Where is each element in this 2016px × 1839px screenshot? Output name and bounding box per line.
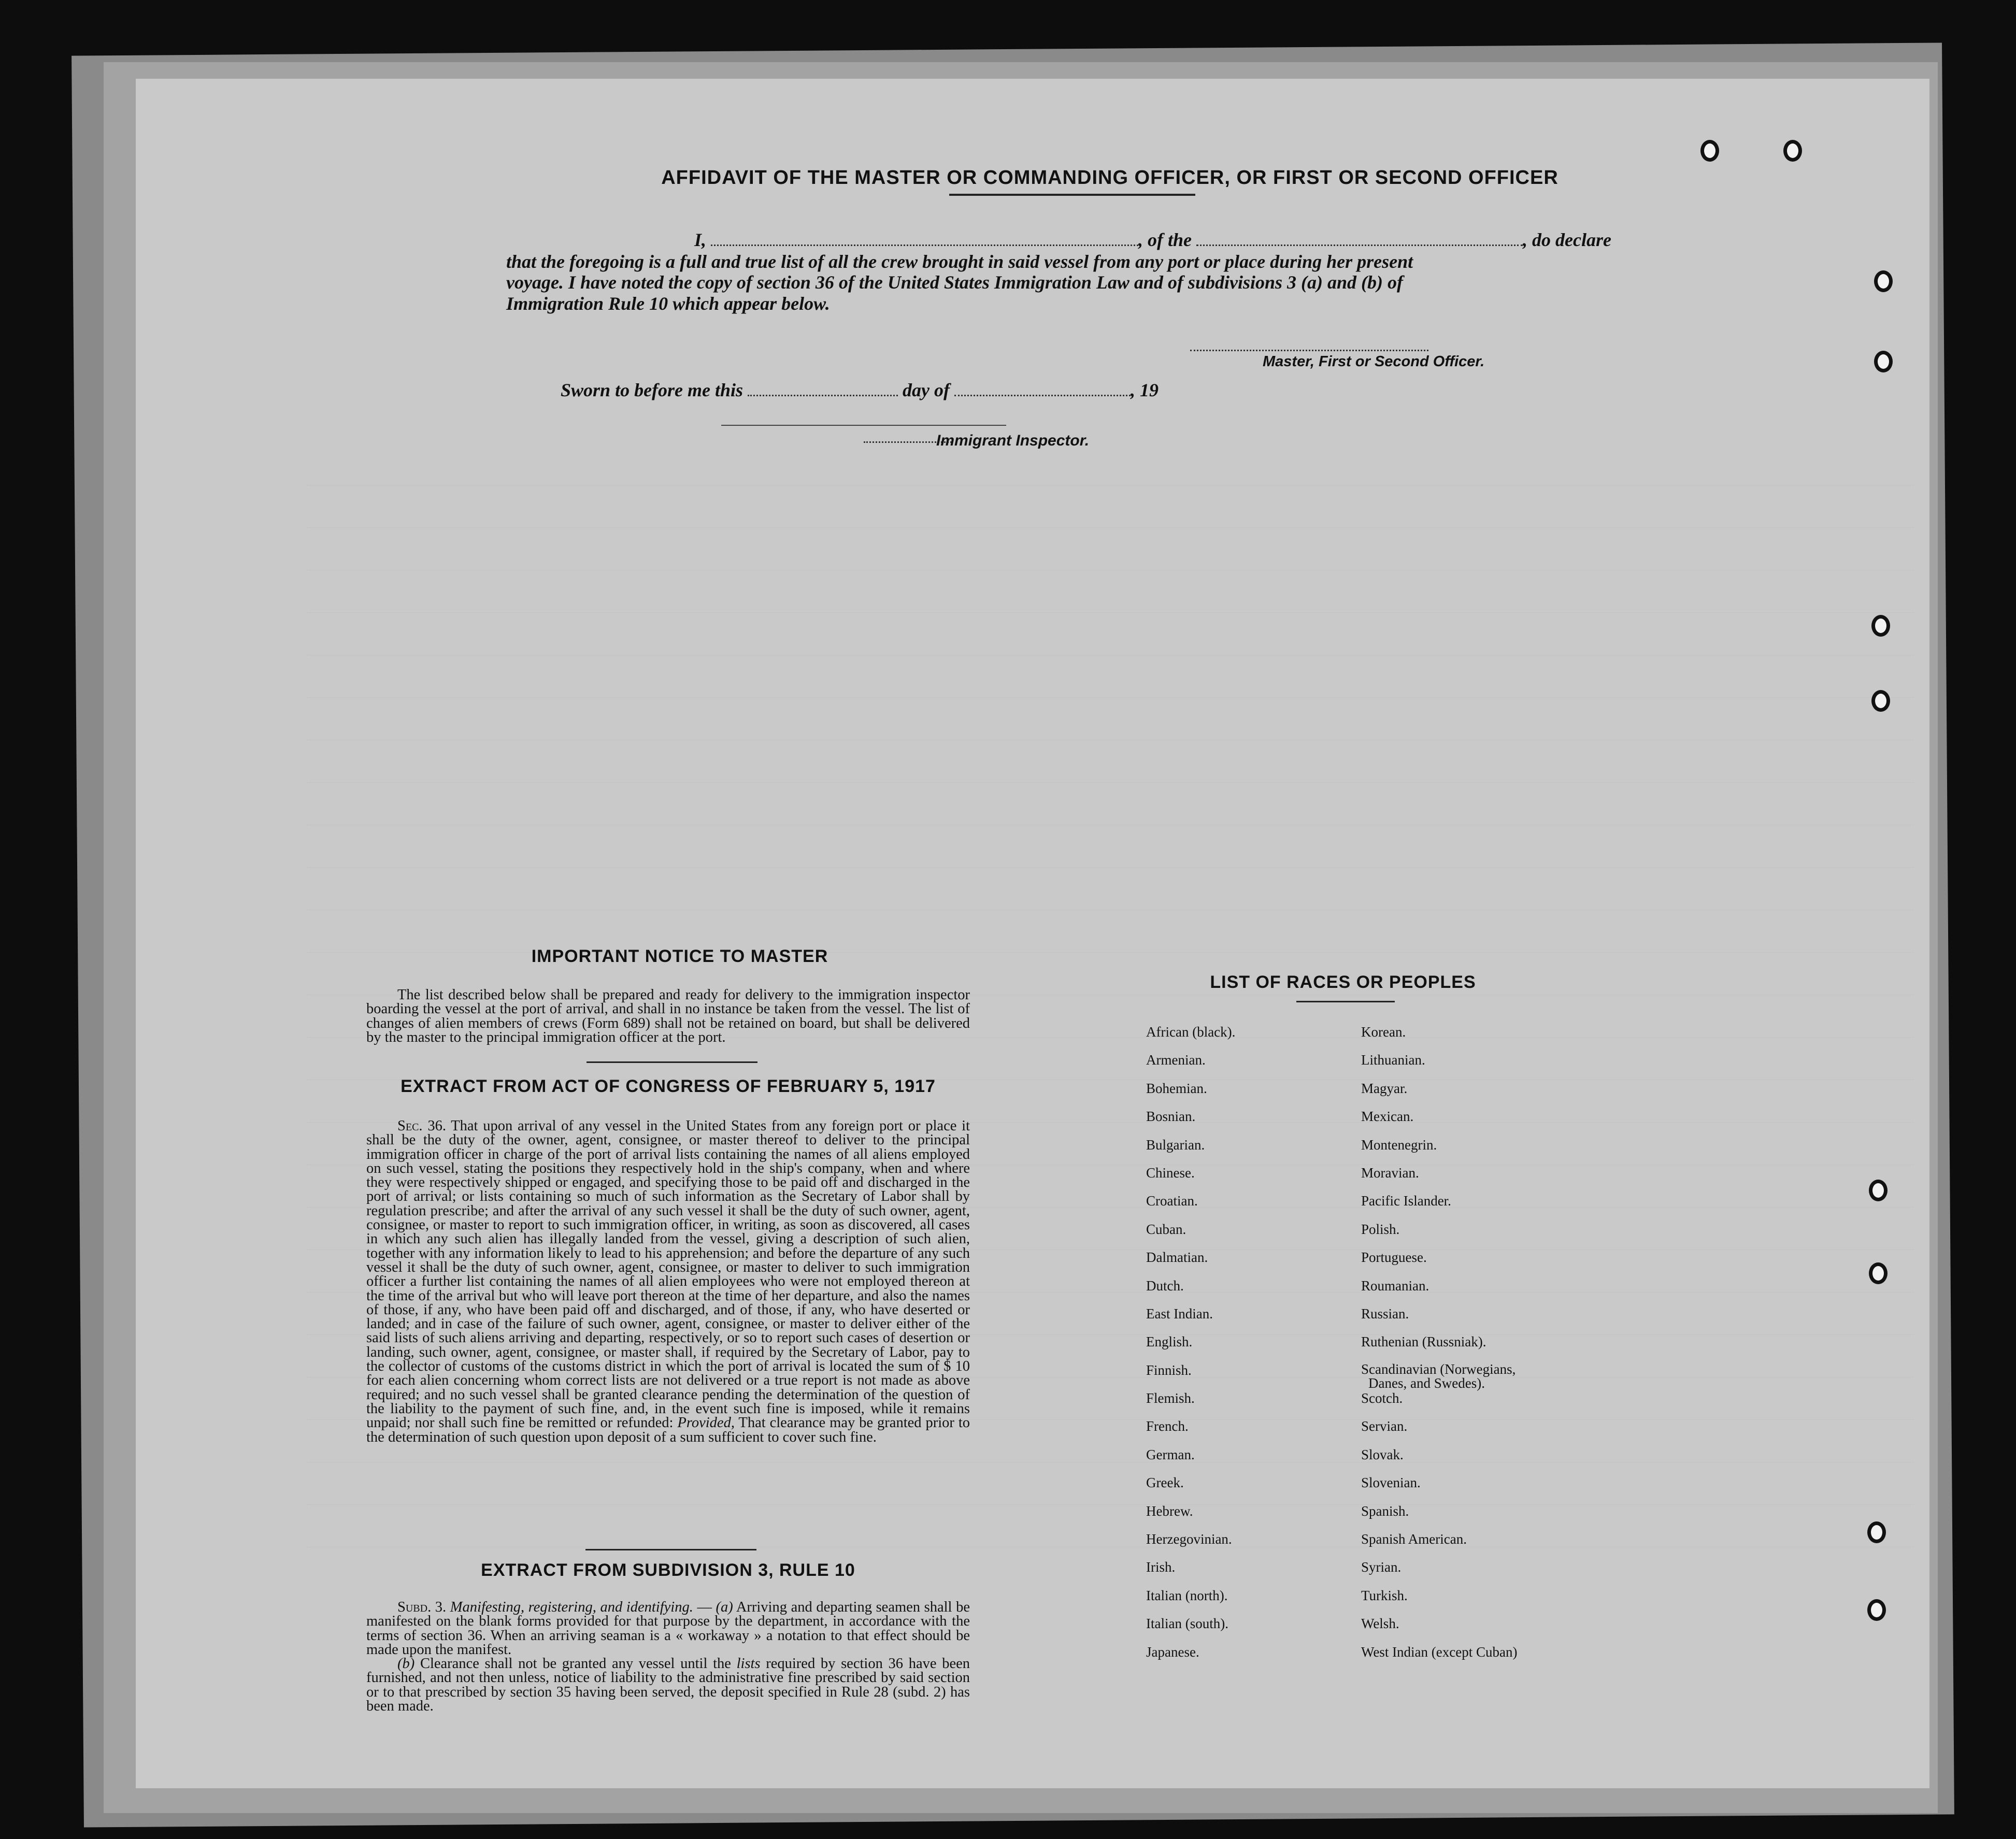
races-column-1 [1146, 1024, 1235, 1672]
race-item: Slovenian. [1361, 1475, 1421, 1491]
inspector-signature-line [721, 425, 1006, 426]
punch-hole [1869, 1180, 1888, 1201]
race-item: Syrian. [1361, 1559, 1402, 1575]
rule-heading: EXTRACT FROM SUBDIVISION 3, RULE 10 [481, 1560, 855, 1580]
race-item: Dutch. [1146, 1277, 1184, 1294]
rule-text: Subd. 3. Manifesting, registering, and identifying. — (a) Arriving and departing seamen shall be manifested on the blank forms provided for that purpose by the department, in accordance with the terms of section 36. When an arriving seaman is a « workaway » a notation to that effect should be made upon the manifest. (b) Clearance shall not be granted any vessel until the lists required by section 36 have been furnished, and not then unless, notice of liability to the administrative fine prescribed by said section or to that prescribed by section 35 having been served, the deposit specified in Rule 28 (subd. 2) has been made. [366, 1599, 970, 1715]
document-page [136, 79, 1929, 1788]
ghost-row [307, 1534, 1914, 1547]
punch-hole [1700, 140, 1719, 162]
punch-hole [1871, 615, 1890, 637]
heading-underline [949, 194, 1195, 196]
race-item: Portuguese. [1361, 1249, 1427, 1266]
act-text: Sec. 36. That upon arrival of any vessel in the United States from any foreign port or place it shall be the duty of the owner, agent, consignee, or master thereof to deliver to the principal immigration officer in charge of the port of arrival lists containing the names of all aliens employed on such vessel, stating the positions they respectively hold in the ship's company, when and where they were respectively shipped or engaged, and specifying those to be paid off and discharged in the port of arrival; or lists containing so much of such information as the Secretary of Labor shall by regulation prescribe; and after the arrival of any such vessel it shall be the duty of such owner, agent, consignee, or master to report to such immigration officer, in writing, as soon as discovered, all cases in which any such alien has illegally landed from the vessel, giving a description of such alien, together with any information likely to lead to his apprehension; and before the departure of any such vessel it shall be the duty of such owner, agent, consignee, or master to deliver to such immigration officer a further list containing the names of all alien employees who were not employed thereon at the time of the arrival but who will leave port thereon at the time of her departure, and also the names of those, if any, who have been paid off and discharged, and of those, if any, who have deserted or landed; and in case of the failure of such owner, agent, consignee, or master to deliver either of the said lists of such aliens arriving and departing, respectively, or so to report such cases of desertion or landing, such owner, agent, consignee, or master shall, if required by the Secretary of Labor, pay to the collector of customs of the customs district in which the port of arrival is located the sum of $ 10 for each alien concerning whom correct lists are not delivered or a true report is not made as above required; and no such vessel shall be granted clearance pending the determination of the question of the liability to the payment of such fine, and, in the event such fine is imposed, while it remains unpaid; nor shall such fine be remitted or refunded: Provided, That clearance may be granted prior to the determination of such question upon deposit of a sum sufficient to cover such fine. [366, 1118, 970, 1445]
ghost-row [307, 642, 1914, 655]
ghost-row [307, 472, 1914, 485]
race-item: Russian. [1361, 1305, 1409, 1321]
race-item: East Indian. [1146, 1305, 1213, 1321]
races-rule [1296, 1001, 1395, 1002]
race-item: Montenegrin. [1361, 1137, 1437, 1153]
race-item: African (black). [1146, 1024, 1236, 1040]
section-rule [587, 1061, 757, 1063]
race-item: Roumanian. [1361, 1277, 1429, 1294]
ghost-row [307, 897, 1914, 910]
race-item: West Indian (except Cuban) [1361, 1644, 1518, 1660]
race-item: Moravian. [1361, 1165, 1419, 1181]
races-heading: LIST OF RACES OR PEOPLES [1210, 972, 1476, 992]
affidavit-line-3: voyage. I have noted the copy of section 36 of the United States Immigration Law and of subdivisions 3 (a) and (b) of [506, 272, 1403, 293]
ghost-row [307, 1492, 1914, 1505]
race-item: English. [1146, 1334, 1193, 1350]
race-item: Irish. [1146, 1559, 1176, 1575]
race-item: Magyar. [1361, 1080, 1408, 1096]
affidavit-line-4: Immigration Rule 10 which appear below. [506, 293, 830, 314]
act-heading: EXTRACT FROM ACT OF CONGRESS OF FEBRUARY 5, 1917 [401, 1076, 936, 1096]
race-item: Herzegovinian. [1146, 1531, 1232, 1547]
ghost-row [307, 855, 1914, 868]
section-rule [585, 1549, 756, 1550]
race-item: Bohemian. [1146, 1080, 1207, 1096]
race-item: French. [1146, 1418, 1189, 1434]
ghost-row [307, 600, 1914, 613]
race-item: Bosnian. [1146, 1109, 1196, 1125]
vessel-blank [1196, 245, 1523, 246]
notice-heading: IMPORTANT NOTICE TO MASTER [531, 946, 828, 966]
ghost-row [307, 812, 1914, 825]
punch-hole [1874, 351, 1893, 372]
race-item: Spanish American. [1361, 1531, 1467, 1547]
race-item: Croatian. [1146, 1193, 1198, 1209]
ghost-row [307, 515, 1914, 528]
race-item: Bulgarian. [1146, 1137, 1205, 1153]
punch-hole [1871, 690, 1890, 712]
punch-hole [1783, 140, 1802, 162]
race-item: Hebrew. [1146, 1503, 1193, 1519]
name-blank [711, 245, 1138, 246]
race-item: Armenian. [1146, 1052, 1206, 1068]
affidavit-heading: AFFIDAVIT OF THE MASTER OR COMMANDING OFFICER, OR FIRST OR SECOND OFFICER [661, 167, 1559, 189]
race-item: Dalmatian. [1146, 1249, 1208, 1266]
race-item: Italian (north). [1146, 1587, 1228, 1603]
master-signature-line [1190, 350, 1428, 351]
race-item: Mexican. [1361, 1109, 1414, 1125]
race-item: Servian. [1361, 1418, 1408, 1434]
race-item: Scotch. [1361, 1390, 1403, 1406]
master-signature-label: Master, First or Second Officer. [1263, 353, 1485, 370]
ghost-row [307, 770, 1914, 783]
race-item: Italian (south). [1146, 1616, 1228, 1632]
race-item: Japanese. [1146, 1644, 1199, 1660]
race-item: Ruthenian (Russniak). [1361, 1334, 1486, 1350]
ghost-row [307, 557, 1914, 570]
affidavit-line-1: I, , of the , do declare [694, 229, 1611, 250]
race-item: Flemish. [1146, 1390, 1195, 1406]
ghost-row [307, 685, 1914, 698]
race-item: Chinese. [1146, 1165, 1195, 1181]
race-item: Lithuanian. [1361, 1052, 1425, 1068]
race-item: Greek. [1146, 1475, 1184, 1491]
inspector-label: Immigrant Inspector. [936, 432, 1090, 449]
races-column-2 [1361, 1024, 1517, 1672]
punch-hole [1874, 270, 1893, 292]
affidavit-line-2: that the foregoing is a full and true list of all the crew brought in said vessel from any port or place during her present [506, 251, 1413, 272]
race-item: Polish. [1361, 1221, 1400, 1237]
race-item: Scandinavian (Norwegians, Danes, and Swedes). [1361, 1361, 1516, 1391]
punch-hole [1869, 1262, 1888, 1284]
race-item: Spanish. [1361, 1503, 1409, 1519]
day-blank [748, 395, 898, 396]
sworn-line: Sworn to before me this day of , 19 [561, 380, 1159, 400]
month-blank [954, 395, 1131, 396]
race-item: Finnish. [1146, 1362, 1192, 1378]
notice-text: The list described below shall be prepared and ready for delivery to the immigration inspector boarding the vessel at the port of arrival, and shall in no instance be taken from the vessel. The list of changes of alien members of crews (Form 689) shall not be retained on board, but shall be delivered by the master to the principal immigration officer at the port. [366, 987, 970, 1045]
punch-hole [1867, 1599, 1886, 1621]
race-item: Welsh. [1361, 1616, 1399, 1632]
punch-hole [1867, 1521, 1886, 1543]
race-item: German. [1146, 1446, 1195, 1462]
race-item: Pacific Islander. [1361, 1193, 1451, 1209]
ghost-row [307, 727, 1914, 740]
race-item: Slovak. [1361, 1446, 1404, 1462]
race-item: Turkish. [1361, 1587, 1408, 1603]
race-item: Cuban. [1146, 1221, 1186, 1237]
race-item: Korean. [1361, 1024, 1406, 1040]
ghost-row [307, 1449, 1914, 1462]
